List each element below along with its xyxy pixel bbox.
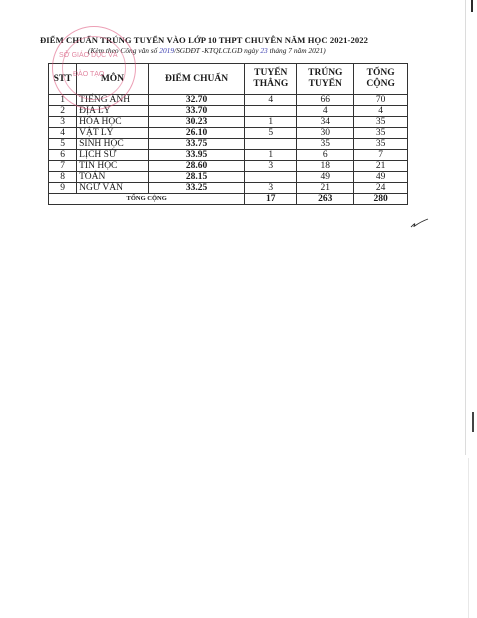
header-tuyen-thang: TUYỂN THẲNG (245, 64, 297, 95)
cell-mon: HÓA HỌC (77, 117, 149, 128)
scan-edge-top (471, 0, 473, 12)
cell-diem-chuan: 33.70 (148, 106, 245, 117)
table-row (49, 139, 408, 150)
cell-tuyen-thang (245, 172, 297, 183)
subtitle-middle: /SGDĐT -KTQLCLGD ngày (174, 46, 259, 55)
cell-tong-cong: 35 (354, 139, 408, 150)
table-row (49, 183, 408, 194)
cell-stt: 5 (49, 139, 77, 150)
table-row (49, 95, 408, 106)
cell-trung-tuyen: 35 (297, 139, 354, 150)
document-subtitle (88, 46, 408, 55)
cell-diem-chuan: 26.10 (148, 128, 245, 139)
stamp-text-line2: ĐÀO TẠO (73, 71, 105, 78)
cell-tuyen-thang: 5 (245, 128, 297, 139)
cell-trung-tuyen: 4 (297, 106, 354, 117)
stamp-text-line1: SỞ GIÁO DỤC VÀ (59, 52, 118, 59)
signature-mark (408, 214, 430, 230)
cell-diem-chuan: 32.70 (148, 95, 245, 106)
cell-trung-tuyen: 30 (297, 128, 354, 139)
cell-mon: TOÁN (77, 172, 149, 183)
cell-tong-cong: 24 (354, 183, 408, 194)
cell-stt: 9 (49, 183, 77, 194)
cell-diem-chuan: 33.25 (148, 183, 245, 194)
subtitle-day: 23 (260, 46, 268, 55)
scan-edge-mid (472, 412, 474, 432)
cell-tuyen-thang (245, 106, 297, 117)
cell-diem-chuan: 33.75 (148, 139, 245, 150)
cell-tong-cong: 35 (354, 117, 408, 128)
scan-edge-bottom (468, 458, 469, 618)
cell-tuyen-thang: 4 (245, 95, 297, 106)
cell-mon: TIẾNG ANH (77, 95, 149, 106)
cell-stt: 4 (49, 128, 77, 139)
cell-tong-cong: 49 (354, 172, 408, 183)
cell-mon: VẬT LÝ (77, 128, 149, 139)
table-row (49, 161, 408, 172)
cell-diem-chuan: 33.95 (148, 150, 245, 161)
table-row (49, 117, 408, 128)
cell-tong-cong: 21 (354, 161, 408, 172)
cell-diem-chuan: 30.23 (148, 117, 245, 128)
document-title: ĐIỂM CHUẨN TRÚNG TUYỂN VÀO LỚP 10 THPT CHUYÊN NĂM HỌC 2021-2022 (40, 35, 369, 45)
cell-stt: 6 (49, 150, 77, 161)
table-row (49, 128, 408, 139)
cell-trung-tuyen: 34 (297, 117, 354, 128)
cell-trung-tuyen: 21 (297, 183, 354, 194)
header-stt: STT (49, 64, 77, 95)
cell-tuyen-thang (245, 139, 297, 150)
cell-stt: 7 (49, 161, 77, 172)
table-total-row (49, 194, 408, 205)
table-row (49, 150, 408, 161)
subtitle-prefix: (Kèm theo Công văn số (88, 46, 158, 55)
cell-trung-tuyen: 66 (297, 95, 354, 106)
cell-tong-cong: 7 (354, 150, 408, 161)
subtitle-suffix: tháng 7 năm 2021) (269, 46, 326, 55)
subtitle-doc-number: 2019 (159, 46, 175, 55)
cell-stt: 1 (49, 95, 77, 106)
cell-tuyen-thang: 1 (245, 117, 297, 128)
cell-mon: TIN HỌC (77, 161, 149, 172)
header-diem-chuan: ĐIỂM CHUẨN (148, 64, 245, 95)
table-row (49, 172, 408, 183)
cell-stt: 3 (49, 117, 77, 128)
table-row (49, 106, 408, 117)
cell-diem-chuan: 28.15 (148, 172, 245, 183)
cell-tuyen-thang: 3 (245, 183, 297, 194)
cell-diem-chuan: 28.60 (148, 161, 245, 172)
cell-tong-cong: 70 (354, 95, 408, 106)
cell-trung-tuyen: 18 (297, 161, 354, 172)
header-mon: MÔN (77, 64, 149, 95)
total-tuyen-thang: 17 (245, 194, 297, 205)
cell-tuyen-thang: 1 (245, 150, 297, 161)
cell-tong-cong: 4 (354, 106, 408, 117)
blank-page-area (0, 458, 470, 618)
table-header-row (49, 64, 408, 95)
cell-stt: 2 (49, 106, 77, 117)
total-label: TỔNG CỘNG (49, 194, 245, 205)
cell-tuyen-thang: 3 (245, 161, 297, 172)
header-trung-tuyen: TRÚNG TUYỂN (297, 64, 354, 95)
cell-tong-cong: 35 (354, 128, 408, 139)
total-trung-tuyen: 263 (297, 194, 354, 205)
cell-mon: NGỮ VĂN (77, 183, 149, 194)
cell-mon: LỊCH SỬ (77, 150, 149, 161)
total-tong-cong: 280 (354, 194, 408, 205)
cell-stt: 8 (49, 172, 77, 183)
admission-score-table (48, 63, 408, 205)
cell-mon: SINH HỌC (77, 139, 149, 150)
cell-mon: ĐỊA LÝ (77, 106, 149, 117)
cell-trung-tuyen: 6 (297, 150, 354, 161)
cell-trung-tuyen: 49 (297, 172, 354, 183)
header-tong-cong: TỔNG CỘNG (354, 64, 408, 95)
